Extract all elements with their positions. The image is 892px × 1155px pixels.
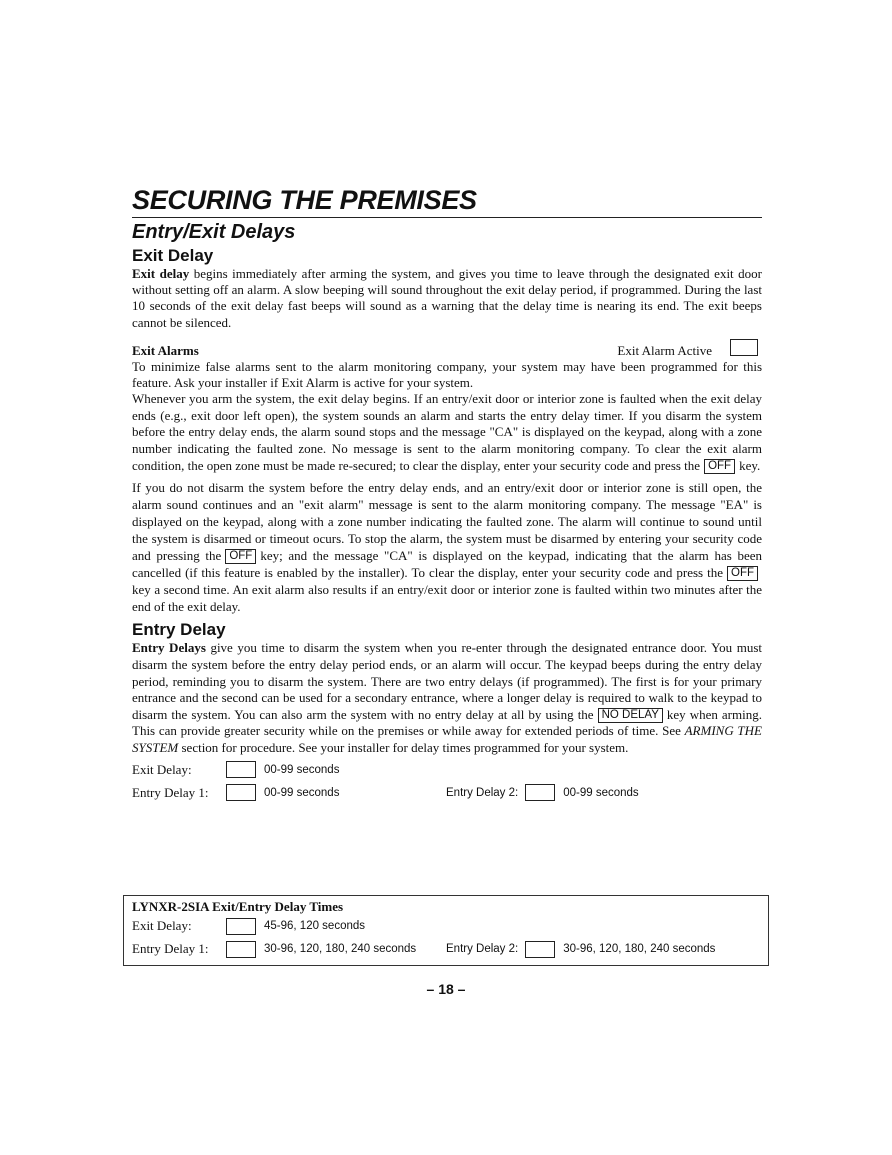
lynx-exit-delay-label: Exit Delay: (132, 918, 192, 933)
entry-delay-text-a: give you time to disarm the system when you re-enter through the designated entrance door. You must disarm the system before the entry delay period ends, or an alarm will occur. The keypad beeps during the entry delay period, reminding you to disarm the system. There are two entry delays (if programmed). The first is for your primary entrance and the second can be used for a secondary entrance, where a longer delay is required to walk to the keypad to disarm the system. You can also arm the system with no entry delay at all by using the (132, 640, 762, 722)
exit-alarms-p2-text: Whenever you arm the system, the exit delay begins. If an entry/exit door or interior zone is faulted when the exit delay ends (e.g., exit door left open), the system sounds an alarm and starts the entry delay timer. If you disarm the system before the entry delay ends, the alarm sound stops and the message "CA" is displayed on the keypad, along with a zone number indicating the faulted zone. No message is sent to the alarm monitoring company. To clear the exit alarm condition, the open zone must be made re-secured; to clear the display, enter your security code and press the (132, 391, 762, 473)
lynx-exit-delay-range: 45-96, 120 seconds (264, 920, 366, 932)
page-title: SECURING THE PREMISES (132, 185, 762, 218)
entry-delay-1-range: 00-99 seconds (264, 786, 340, 799)
no-delay-key: NO DELAY (598, 708, 663, 723)
exit-alarm-active-label: Exit Alarm Active (617, 342, 712, 358)
exit-delay-paragraph (132, 266, 762, 331)
off-key: OFF (727, 566, 758, 581)
entry-delay-2-label: Entry Delay 2: (446, 786, 519, 799)
entry-delay-2-box[interactable] (525, 784, 555, 801)
exit-alarms-p3-middle: key; and the message "CA" is displayed on the keypad, indicating that the alarm has been cancelled (if this feature is enabled by the installer). To clear the display, enter your security code and press the (132, 547, 762, 580)
page-number: – 18 – (426, 981, 466, 997)
lynx-entry-delay-1-box[interactable] (226, 941, 256, 958)
lynx-entry-delay-2-range: 30-96, 120, 180, 240 seconds (563, 943, 716, 955)
entry-delay-row (132, 783, 762, 803)
exit-delay-lead: Exit delay (132, 266, 190, 281)
exit-alarms-paragraph-1: To minimize false alarms sent to the alarm monitoring company, your system may have been programmed for this feature. Ask your installer if Exit Alarm is active for your system. (132, 358, 762, 391)
exit-delay-row (132, 760, 762, 780)
exit-delay-heading: Exit Delay (132, 246, 214, 265)
entry-delay-lead: Entry Delays (132, 640, 206, 656)
section-title: Entry/Exit Delays (132, 221, 296, 243)
exit-delay-label: Exit Delay: (132, 761, 192, 777)
exit-alarms-paragraph-3 (132, 480, 762, 615)
entry-delay-1-label: Entry Delay 1: (132, 784, 209, 800)
exit-alarm-active-checkbox[interactable] (730, 339, 758, 356)
exit-alarms-p3-end: key a second time. An exit alarm also results if an entry/exit door or interior zone is faulted within two minutes after the end of the exit delay. (132, 581, 762, 614)
lynx-exit-delay-row (132, 916, 760, 936)
entry-delay-text-b: key when arming. This can provide greater security while on the premises or while away for extended periods of time. See (132, 706, 762, 739)
lynx-exit-delay-box[interactable] (226, 918, 256, 935)
exit-delay-text: begins immediately after arming the system, and gives you time to leave through the designated exit door without setting off an alarm. A slow beeping will sound throughout the exit delay period, if programmed. During the last 10 seconds of the exit delay fast beeps will sound as a warning that the delay time is nearing its end. The exit beeps cannot be silenced. (132, 266, 762, 330)
exit-alarms-p3-text: If you do not disarm the system before the entry delay ends, and an entry/exit door or interior zone is still open, the alarm sound continues and an "exit alarm" message is sent to the alarm monitoring company. The message "EA" is displayed on the keypad, along with a zone number indicating the faulted zone. The alarm will continue to sound until the system is disarmed or timeout ocurs. To stop the alarm, the system must be disarmed by entering your security code and pressing the (132, 480, 762, 563)
entry-delay-text-c: section for procedure. See your installer for delay times programmed for your system. (178, 740, 629, 755)
entry-delay-paragraph (132, 640, 762, 756)
exit-alarm-active-field (617, 339, 758, 359)
lynx-delay-times-box (123, 895, 769, 966)
entry-delay-1-box[interactable] (226, 784, 256, 801)
exit-alarms-p2-end: key. (739, 457, 761, 473)
lynx-entry-delay-2-label: Entry Delay 2: (446, 943, 519, 955)
page-content (132, 185, 762, 803)
exit-delay-box[interactable] (226, 761, 256, 778)
exit-delay-range: 00-99 seconds (264, 763, 340, 776)
exit-alarms-header-row (132, 339, 762, 359)
arming-reference: ARMING THE SYSTEM (132, 723, 762, 755)
off-key: OFF (225, 549, 256, 564)
lynx-box-title: LYNXR-2SIA Exit/Entry Delay Times (132, 899, 344, 914)
lynx-entry-delay-1-label: Entry Delay 1: (132, 941, 209, 956)
lynx-entry-delay-1-range: 30-96, 120, 180, 240 seconds (264, 943, 417, 955)
lynx-entry-delay-2-box[interactable] (525, 941, 555, 958)
lynx-entry-delay-row (132, 939, 760, 959)
exit-alarms-paragraph-2 (132, 391, 762, 474)
entry-delay-heading: Entry Delay (132, 620, 226, 640)
exit-alarms-heading: Exit Alarms (132, 342, 199, 358)
entry-delay-2-range: 00-99 seconds (563, 786, 639, 799)
off-key: OFF (704, 459, 735, 474)
